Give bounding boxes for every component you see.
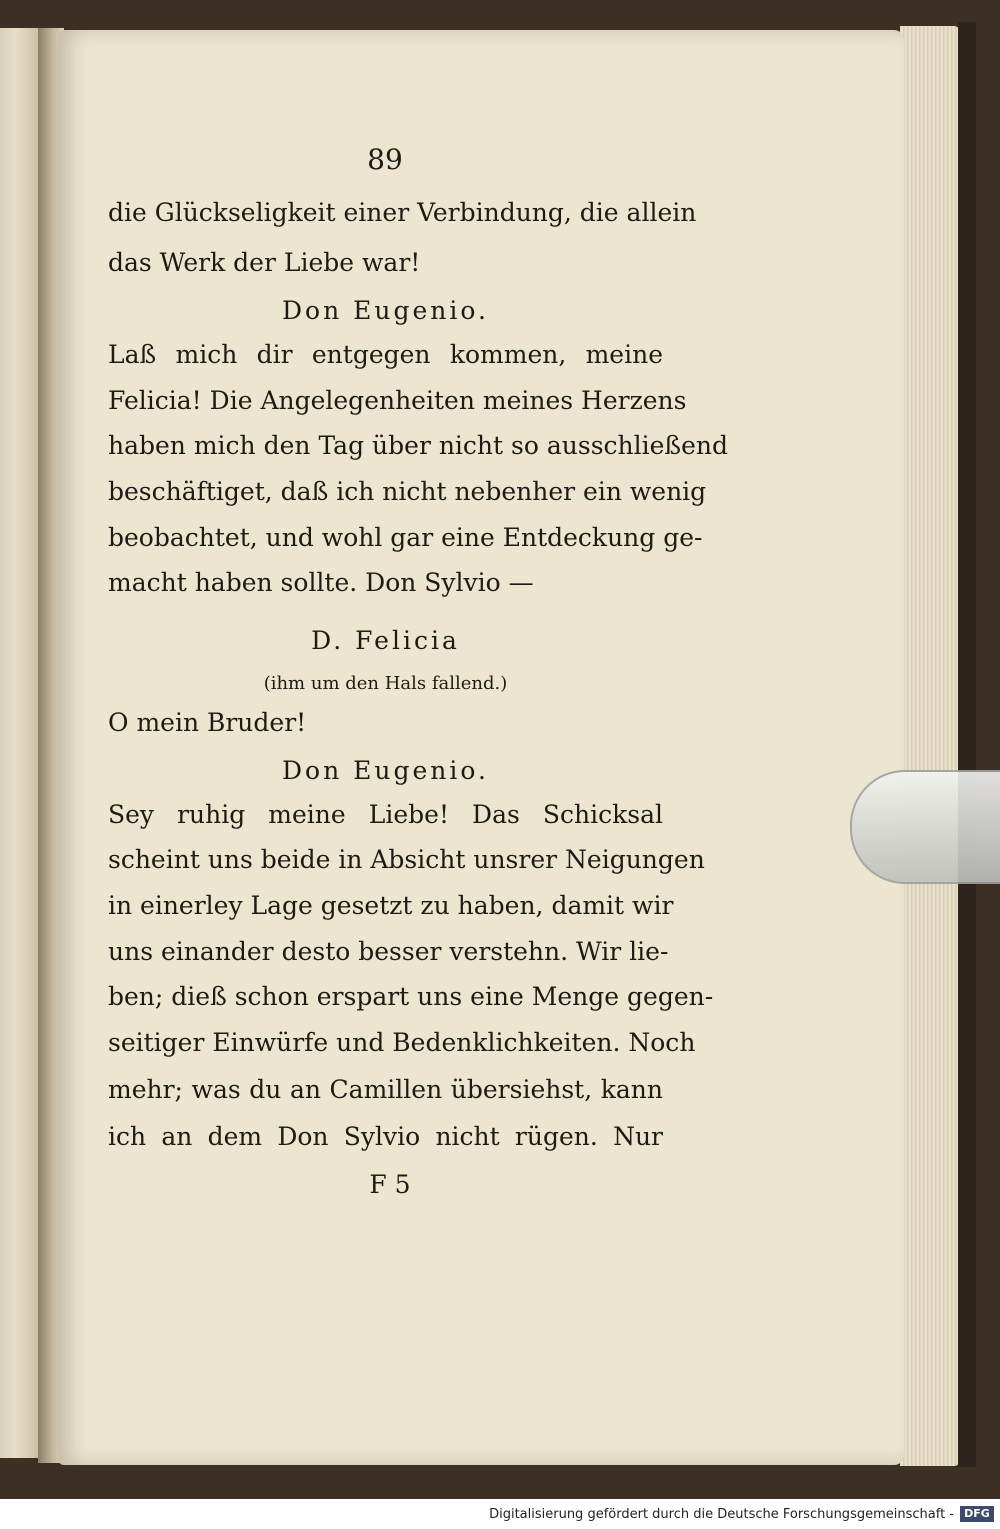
text-line-8: macht haben sollte. Don Sylvio —: [108, 568, 534, 597]
left-page-edge: [0, 28, 40, 1458]
text-line-5: haben mich den Tag über nicht so ausschließend: [108, 431, 729, 460]
page-holder-clip: [850, 770, 1000, 884]
page-stack-edges: [900, 26, 960, 1466]
speaker-heading-1: Don Eugenio.: [282, 296, 489, 325]
funding-credit: Digitalisierung gefördert durch die Deutsche Forschungsgemeinschaft -: [489, 1507, 954, 1522]
text-line-16: mehr; was du an Camillen übersiehst, kann: [108, 1075, 663, 1104]
text-line-14: ben; dieß schon erspart uns eine Menge gegen-: [108, 982, 714, 1011]
page-number: 89: [367, 143, 403, 176]
text-line-2: das Werk der Liebe war!: [108, 248, 421, 277]
text-line-13: uns einander desto besser verstehn. Wir lie-: [108, 937, 669, 966]
speaker-heading-3: Don Eugenio.: [282, 756, 489, 785]
text-line-7: beobachtet, und wohl gar eine Entdeckung ge-: [108, 523, 703, 552]
text-line-11: scheint uns beide in Absicht unsrer Neigungen: [108, 845, 705, 874]
text-line-6: beschäftiget, daß ich nicht nebenher ein wenig: [108, 477, 707, 506]
dfg-logo-icon: DFG: [960, 1506, 994, 1522]
text-line-4: Felicia! Die Angelegenheiten meines Herzens: [108, 386, 687, 415]
text-line-12: in einerley Lage gesetzt zu haben, damit wir: [108, 891, 674, 920]
stage-direction: (ihm um den Hals fallend.): [263, 673, 508, 694]
text-line-15: seitiger Einwürfe und Bedenklichkeiten. Noch: [108, 1028, 696, 1057]
printer-signature: F 5: [369, 1170, 411, 1199]
text-line-1: die Glückseligkeit einer Verbindung, die allein: [108, 198, 697, 227]
speaker-heading-2: D. Felicia: [311, 626, 460, 655]
footer-bar: [0, 1499, 1000, 1529]
text-line-17: ich an dem Don Sylvio nicht rügen. Nur: [108, 1122, 663, 1151]
text-line-9: O mein Bruder!: [108, 708, 307, 737]
text-line-10: Sey ruhig meine Liebe! Das Schicksal: [108, 800, 663, 829]
book-page: [58, 30, 904, 1465]
text-line-3: Laß mich dir entgegen kommen, meine: [108, 340, 663, 369]
book-cover-edge: [958, 22, 976, 1467]
